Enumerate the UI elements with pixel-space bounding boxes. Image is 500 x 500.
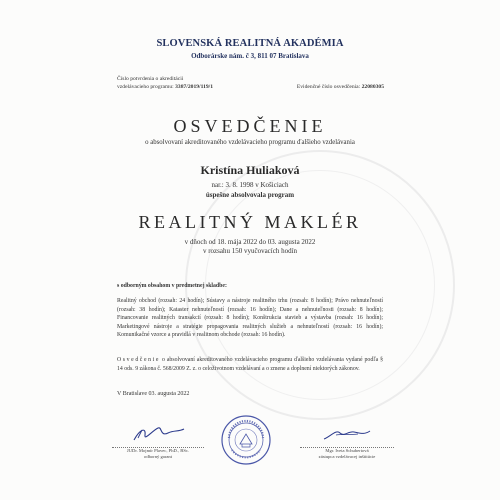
program-title: REALITNÝ MAKLÉR <box>138 212 362 232</box>
content-heading: s odborným obsahom v predmetnej skladbe: <box>117 283 227 289</box>
program-dates <box>0 238 500 256</box>
content-body: Realitný obchod (rozsah: 24 hodín); Sústavy a nástroje realitného trhu (rozsah: 8 hodín); Právo nehnuteľností (rozsah: 38 hodín); Kataster nehnuteľností (rozsah: 16 hodín); Dane a nehnuteľnosti (rozsah: 8 hodín); Financovanie realitných transakcií (rozsah: 8 hodín); Konštrukcia stavieb a výstavba (rozsah: 16 hodín); Marketingové nástroje a stratégie propagovania realitných služieb a nehnuteľností (rozsah: 16 hodín); Komunikačné vzorce a pravidlá v realitnom obchode (rozsah: 16 hodín). <box>117 298 383 338</box>
certificate-title: OSVEDČENIE <box>173 116 327 136</box>
organization-address: Odborárske nám. č 3, 811 07 Bratislava <box>191 52 309 60</box>
signature-left-role: odborný garant <box>144 454 172 459</box>
signature-right-role: zástupca vzdelávacej inštitúcie <box>318 454 376 459</box>
organization-name: SLOVENSKÁ REALITNÁ AKADÉMIA <box>156 38 344 49</box>
signature-left-name: JUDr. Mojmír Plavec, PhD., BSc. <box>126 448 190 453</box>
statement-text: o absolvovaní akreditovaného vzdelávacieho programu ďalšieho vzdelávania vydané podľa § 14 ods. 9 zákona č. 568/2009 Z. z. o celoživotnom vzdelávaní a o zmene a doplnení niektorých zákonov. <box>117 357 383 372</box>
holder-name: Kristína Huliaková <box>200 163 300 177</box>
signature-left <box>112 423 204 460</box>
accreditation-label: vzdelávacieho programu: <box>117 83 174 90</box>
program-date-range: v dňoch od 18. mája 2022 do 03. augusta 2022 <box>184 238 316 246</box>
certificate-subtitle: o absolvovaní akreditovaného vzdelávacieho programu ďalšieho vzdelávania <box>145 139 355 146</box>
signature-right-name: Mgr. Iveta Schubertová <box>325 448 369 453</box>
institution-seal <box>220 414 272 466</box>
program-hours: v rozsahu 150 vyučovacích hodín <box>202 247 298 255</box>
signature-right <box>300 423 394 460</box>
holder-birth-info: nar.: 3. 8. 1998 v Košiciach <box>211 181 289 189</box>
signature-left-scribble <box>112 423 204 445</box>
accreditation-label-line1: Číslo potvrdenia o akreditácii <box>117 76 184 82</box>
completion-text: úspešne absolvovala program <box>205 191 295 199</box>
place-and-date: V Bratislave 03. augusta 2022 <box>117 391 190 397</box>
accreditation-block <box>117 76 213 91</box>
signature-right-scribble <box>300 423 394 445</box>
legal-statement <box>117 356 383 373</box>
evidence-number-block <box>297 84 384 90</box>
evidence-number: 22080305 <box>361 84 384 90</box>
evidence-label: Evidenčné číslo osvedčenia: <box>296 84 361 90</box>
accreditation-number: 3387/2019/119/1 <box>175 83 214 90</box>
accreditation-label-line2 <box>117 84 213 92</box>
statement-lead: Osvedčenie <box>117 357 161 363</box>
